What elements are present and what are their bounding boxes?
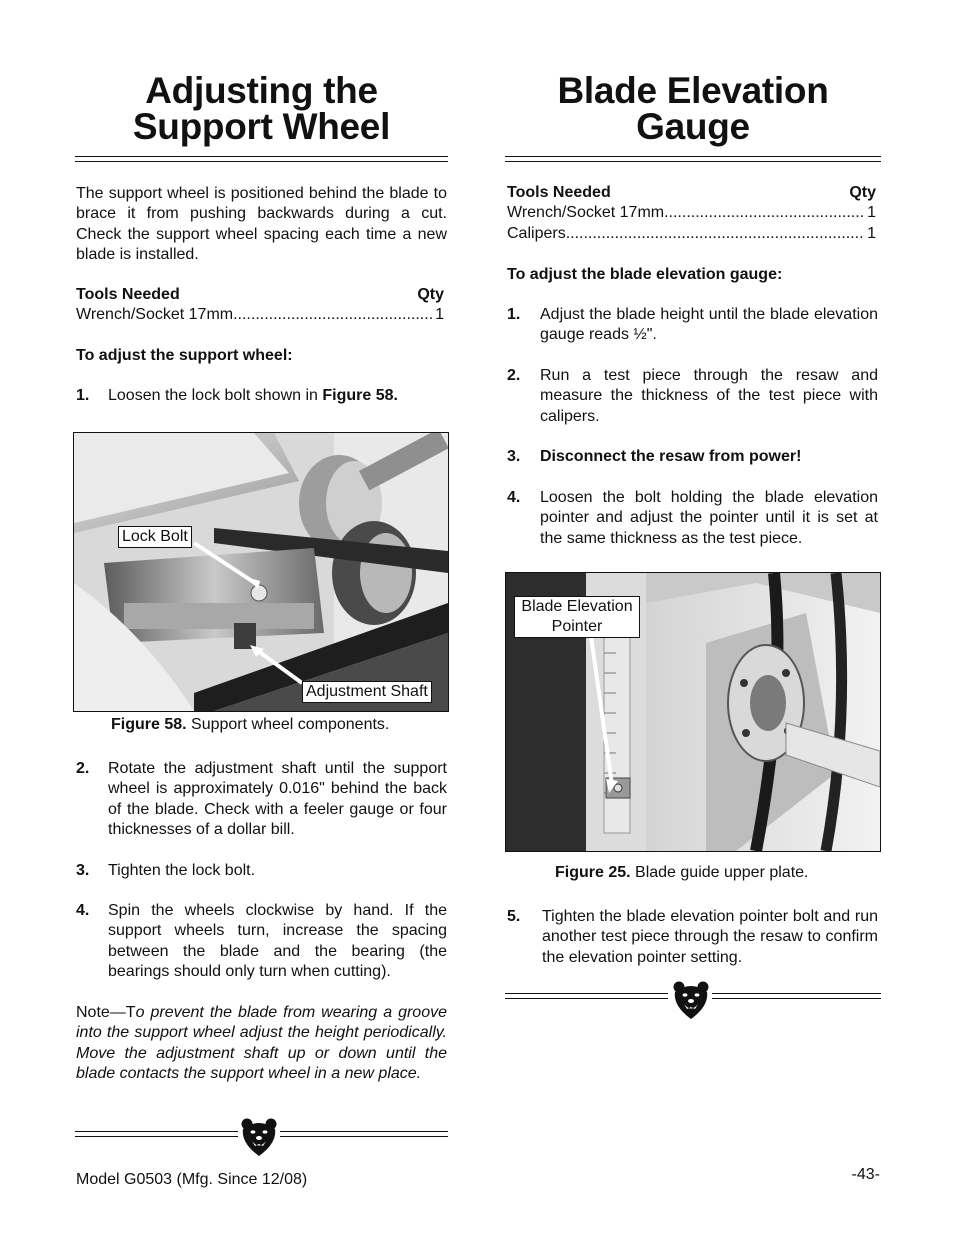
step-text: Tighten the lock bolt. xyxy=(108,862,256,879)
tool-qty: 1 xyxy=(867,224,876,242)
support-wheel-illustration xyxy=(74,433,448,711)
footer-page-number: -43- xyxy=(851,1166,880,1183)
left-title-line1: Adjusting the xyxy=(145,70,378,111)
left-intro-paragraph: The support wheel is positioned behind the blade to brace it from pushing backwards during a cut. Check the support wheel spacing each time a new blade is installed. xyxy=(76,185,447,263)
note-text: o prevent the blade from wearing a groove into the support wheel adjust the height periodically. Move the adjustment shaft up or down until the blade contacts the support wheel in a new place. xyxy=(76,1004,447,1082)
caption-label: Figure 58. xyxy=(111,716,187,733)
left-end-rule-left xyxy=(75,1131,238,1137)
left-title-line2: Support Wheel xyxy=(132,106,391,147)
figure-58-photo xyxy=(73,432,449,712)
right-title-line1: Blade Elevation xyxy=(557,70,829,111)
right-tools-table xyxy=(507,183,876,244)
step-text: Disconnect the resaw from power! xyxy=(540,448,802,465)
caption-text: Blade guide upper plate. xyxy=(630,864,809,881)
step-number: 2. xyxy=(507,367,521,384)
step-text: Spin the wheels clockwise by hand. If the support wheels turn, increase the spacing between the blade and the bearing (the bearings should only turn when cutting). xyxy=(108,902,447,980)
callout-adjustment-shaft: Adjustment Shaft xyxy=(302,681,432,703)
left-title-rule xyxy=(75,156,448,162)
tool-qty: 1 xyxy=(435,306,444,324)
tool-row xyxy=(507,224,876,244)
callout-lock-bolt: Lock Bolt xyxy=(118,526,192,548)
right-step-5 xyxy=(507,907,878,968)
right-procedure-heading: To adjust the blade elevation gauge: xyxy=(507,266,783,283)
figure-58-caption xyxy=(111,715,451,735)
right-step-4 xyxy=(507,488,878,549)
step-text: Loosen the lock bolt shown in xyxy=(108,387,323,404)
step-number: 5. xyxy=(507,908,521,925)
tool-name: Wrench/Socket 17mm xyxy=(507,204,665,222)
step-text: Rotate the adjustment shaft until the support wheel is approximately 0.016" behind the back of the blade. Check with a feeler gauge or four thicknesses of a dollar bill. xyxy=(108,760,447,838)
figure-25-caption xyxy=(555,863,875,883)
left-step-2 xyxy=(76,759,447,840)
callout-blade-elevation-pointer: Blade Elevation Pointer xyxy=(514,596,640,638)
note-prefix: Note—T xyxy=(76,1004,136,1021)
right-step-2 xyxy=(507,366,878,427)
qty-header: Qty xyxy=(849,184,876,201)
bear-head-logo-icon xyxy=(240,1117,278,1157)
left-note xyxy=(76,1003,447,1084)
step-number: 3. xyxy=(76,862,90,879)
tool-qty: 1 xyxy=(867,204,876,222)
bear-head-logo-icon xyxy=(672,980,710,1020)
right-step-1 xyxy=(507,305,878,346)
figure-reference: Figure 58. xyxy=(322,387,398,404)
qty-header: Qty xyxy=(417,286,444,303)
left-tools-table xyxy=(76,285,444,326)
right-end-rule-right xyxy=(712,993,881,999)
left-step-3 xyxy=(76,861,447,881)
step-number: 4. xyxy=(76,902,90,919)
caption-text: Support wheel components. xyxy=(186,716,390,733)
step-number: 1. xyxy=(507,306,521,323)
step-number: 1. xyxy=(76,387,90,404)
right-section-title xyxy=(505,70,881,147)
left-procedure-heading: To adjust the support wheel: xyxy=(76,347,293,364)
left-end-rule-right xyxy=(280,1131,448,1137)
tool-name: Wrench/Socket 17mm xyxy=(76,306,234,324)
step-text: Loosen the bolt holding the blade elevation pointer and adjust the pointer until it is set at the same thickness as the test piece. xyxy=(540,489,878,547)
tools-header: Tools Needed xyxy=(507,184,611,201)
step-text: Adjust the blade height until the blade elevation gauge reads ½". xyxy=(540,306,878,344)
step-number: 3. xyxy=(507,448,521,465)
left-step-4 xyxy=(76,901,447,982)
left-step-1 xyxy=(76,386,447,406)
right-end-rule-left xyxy=(505,993,668,999)
right-step-3 xyxy=(507,447,878,467)
step-text: Run a test piece through the resaw and measure the thickness of the test piece with calipers. xyxy=(540,367,878,425)
step-number: 4. xyxy=(507,489,521,506)
step-number: 2. xyxy=(76,760,90,777)
right-title-rule xyxy=(505,156,881,162)
step-text: Tighten the blade elevation pointer bolt and run another test piece through the resaw to confirm the elevation pointer setting. xyxy=(542,908,878,966)
tools-header: Tools Needed xyxy=(76,286,180,303)
tool-row xyxy=(76,305,444,325)
footer-model: Model G0503 (Mfg. Since 12/08) xyxy=(76,1171,308,1188)
caption-label: Figure 25. xyxy=(555,864,631,881)
right-title-line2: Gauge xyxy=(636,106,750,147)
tool-row xyxy=(507,203,876,223)
left-section-title xyxy=(75,70,448,147)
tool-name: Calipers xyxy=(507,224,566,242)
